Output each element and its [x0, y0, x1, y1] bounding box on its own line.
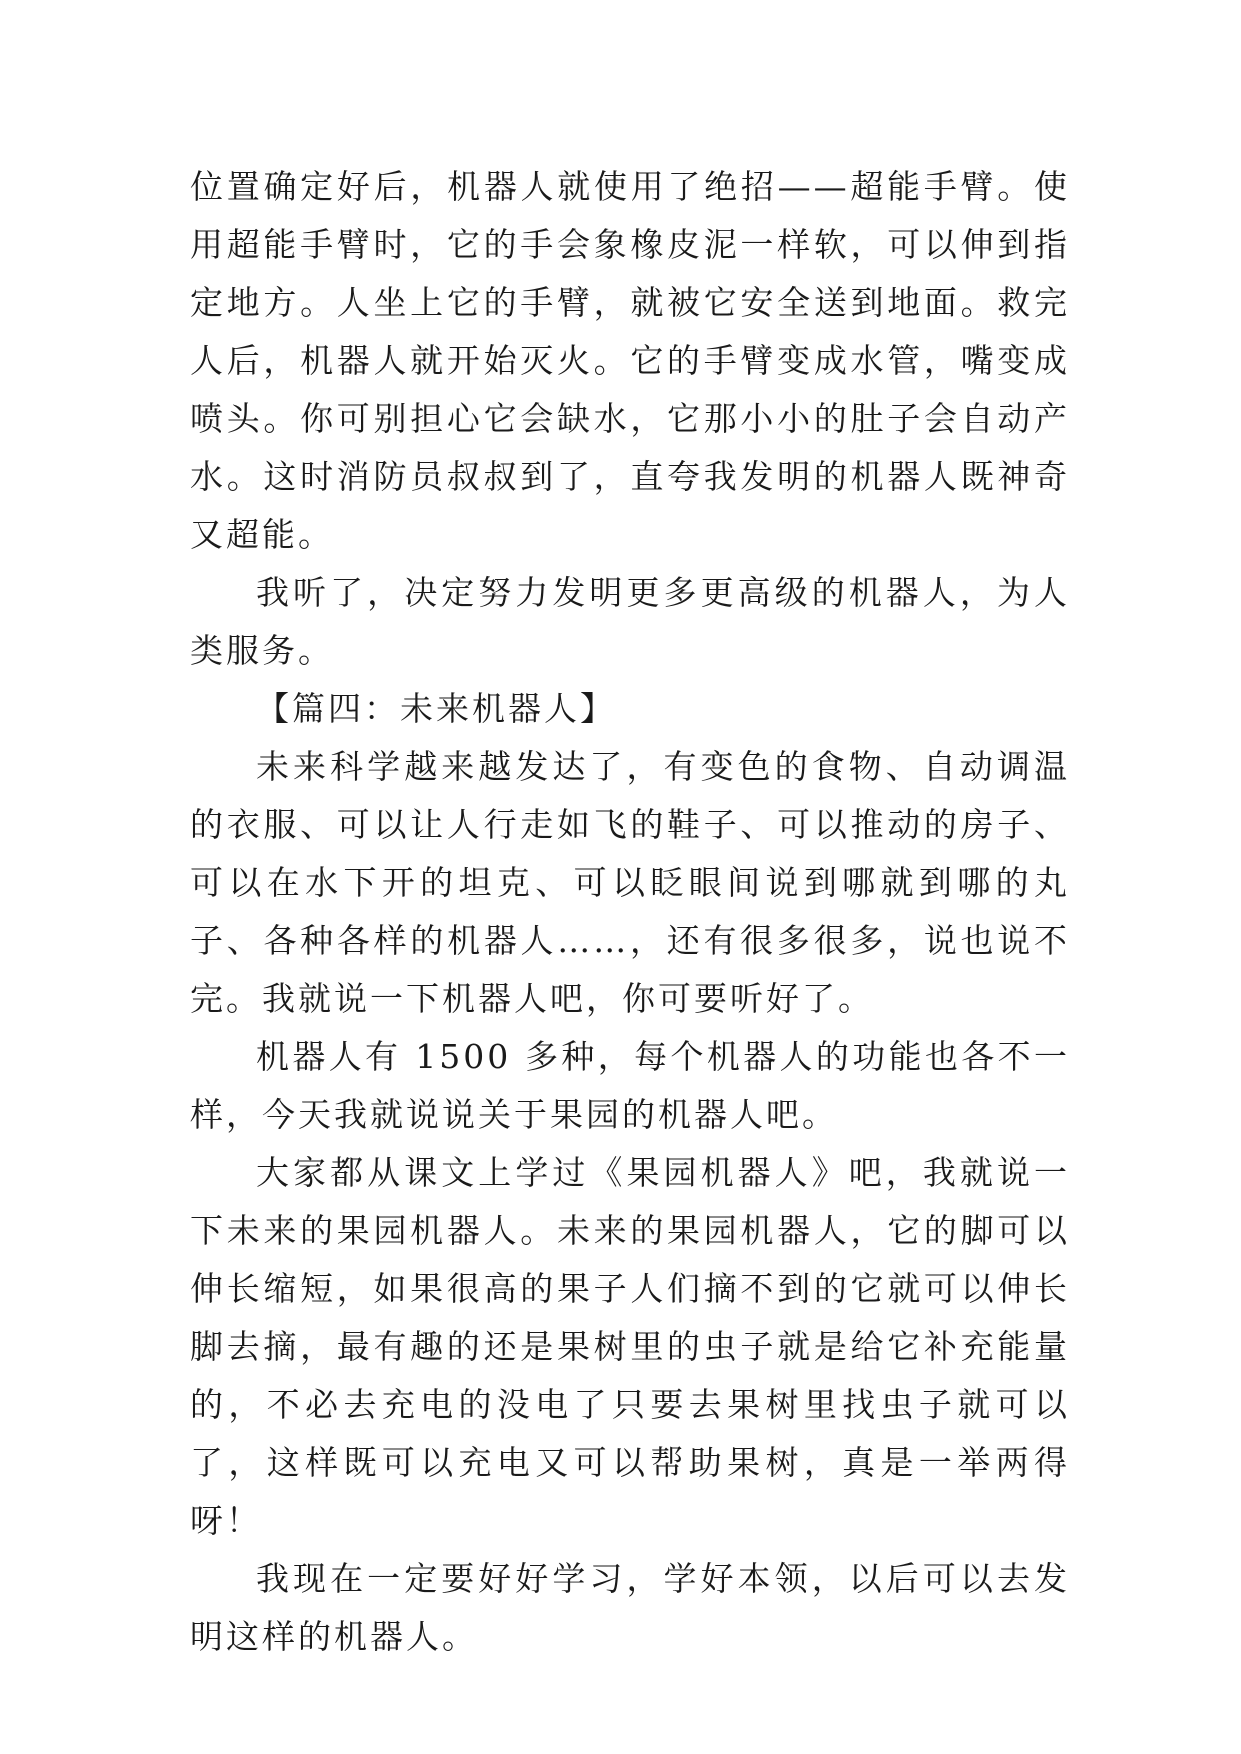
- paragraph-conclusion: 我现在一定要好好学习，学好本领，以后可以去发明这样的机器人。: [190, 1559, 1070, 1656]
- paragraph-decision: 我听了，决定努力发明更多更高级的机器人，为人类服务。: [190, 573, 1070, 670]
- document-body: [190, 158, 1070, 1666]
- paragraph-rescue: 位置确定好后，机器人就使用了绝招——超能手臂。使用超能手臂时，它的手会象橡皮泥一样软，可以伸到指定地方。人坐上它的手臂，就被它安全送到地面。救完人后，机器人就开始灭火。它的手臂变成水管，嘴变成喷头。你可别担心它会缺水，它那小小的肚子会自动产水。这时消防员叔叔到了，直夸我发明的机器人既神奇又超能。: [190, 167, 1070, 554]
- paragraph-orchard-robot: 大家都从课文上学过《果园机器人》吧，我就说一下未来的果园机器人。未来的果园机器人，它的脚可以伸长缩短，如果很高的果子人们摘不到的它就可以伸长脚去摘，最有趣的还是果树里的虫子就是给它补充能量的，不必去充电的没电了只要去果树里找虫子就可以了，这样既可以充电又可以帮助果树，真是一举两得呀！: [190, 1153, 1070, 1540]
- paragraph-robot-types: 机器人有 1500 多种，每个机器人的功能也各不一样，今天我就说说关于果园的机器人吧。: [190, 1037, 1070, 1134]
- paragraph-future-science: 未来科学越来越发达了，有变色的食物、自动调温的衣服、可以让人行走如飞的鞋子、可以推动的房子、可以在水下开的坦克、可以眨眼间说到哪就到哪的丸子、各种各样的机器人……，还有很多很多，说也说不完。我就说一下机器人吧，你可要听好了。: [190, 747, 1070, 1018]
- section-heading: 【篇四：未来机器人】: [256, 689, 616, 728]
